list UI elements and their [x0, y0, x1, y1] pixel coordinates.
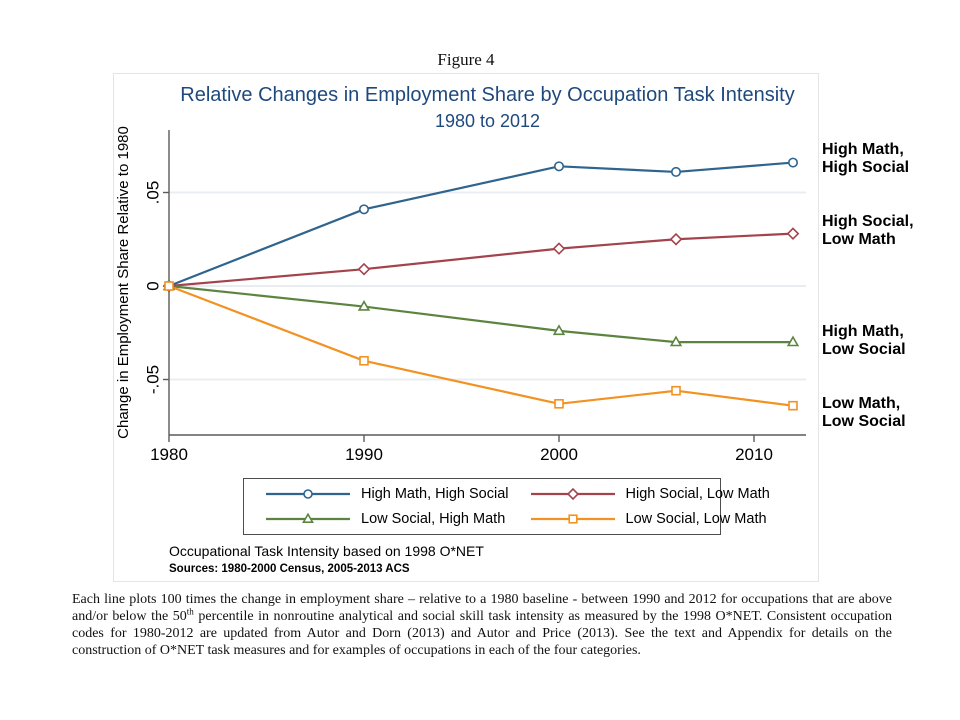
marker-square [672, 387, 680, 395]
legend-line-sample [264, 510, 352, 528]
legend-item [509, 485, 770, 503]
marker-diamond [788, 228, 798, 238]
y-tick-label: .05 [143, 180, 163, 205]
line-low-social-low-math [169, 286, 793, 406]
legend-item [244, 485, 509, 503]
x-tick-label: 1990 [345, 445, 383, 464]
marker-circle [555, 162, 563, 170]
marker-square [165, 282, 173, 290]
legend-line-sample [529, 510, 617, 528]
series-annotation: High Social, Low Math [822, 213, 914, 248]
line-low-social-high-math [169, 286, 793, 342]
line-high-math-high-social [169, 163, 793, 286]
marker-square [789, 402, 797, 410]
marker-square [360, 357, 368, 365]
marker-diamond [568, 489, 578, 499]
legend-label: Low Social, High Math [361, 511, 506, 528]
legend-item [244, 510, 509, 528]
chart-source-note: Sources: 1980-2000 Census, 2005-2013 ACS [169, 563, 410, 575]
legend-label: Low Social, Low Math [625, 511, 767, 528]
legend-line-sample [529, 485, 617, 503]
series-annotation: Low Math, Low Social [822, 395, 906, 430]
chart-title: Relative Changes in Employment Share by Occupation Task Intensity [180, 84, 795, 106]
y-axis-title: Change in Employment Share Relative to 1980 [115, 126, 132, 439]
marker-triangle [303, 515, 312, 523]
figure-label: Figure 4 [437, 50, 495, 69]
marker-square [555, 400, 563, 408]
marker-circle [304, 490, 312, 498]
superscript: th [186, 606, 194, 617]
legend-item [509, 510, 770, 528]
legend [243, 478, 770, 535]
x-tick-label: 2000 [540, 445, 578, 464]
legend-line-sample [264, 485, 352, 503]
x-tick-label: 1980 [150, 445, 188, 464]
marker-diamond [554, 243, 564, 253]
chart-subtitle: 1980 to 2012 [434, 111, 541, 131]
figure-caption: Each line plots 100 times the change in employment share – relative to a 1980 baseline - between 1990 and 2012 for occupations that are above and/or below the 50th percentile in nonroutine analytical and social skill task intensity as measured by the 1998 O*NET. Consistent occupation codes for 1980-2012 are updated from Autor and Dorn (2013) and Autor and Price (2013). See the text and Appendix for details on the construction of O*NET task measures and for examples of occupations in each of the four categories. [72, 592, 892, 658]
chart-note: Occupational Task Intensity based on 1998 O*NET [169, 543, 484, 559]
x-tick-label: 2010 [735, 445, 773, 464]
legend-label: High Social, Low Math [625, 485, 770, 502]
y-tick-label: -.05 [143, 364, 163, 395]
marker-diamond [671, 234, 681, 244]
series-annotation: High Math, High Social [822, 141, 910, 176]
legend-label: High Math, High Social [361, 485, 509, 502]
marker-circle [789, 158, 797, 166]
line-high-social-low-math [169, 234, 793, 286]
y-tick-label: 0 [143, 281, 163, 291]
marker-square [569, 515, 577, 523]
marker-diamond [359, 264, 369, 274]
marker-circle [360, 205, 368, 213]
series-annotation: High Math, Low Social [822, 323, 906, 358]
chart-frame [113, 73, 819, 582]
marker-circle [672, 168, 680, 176]
